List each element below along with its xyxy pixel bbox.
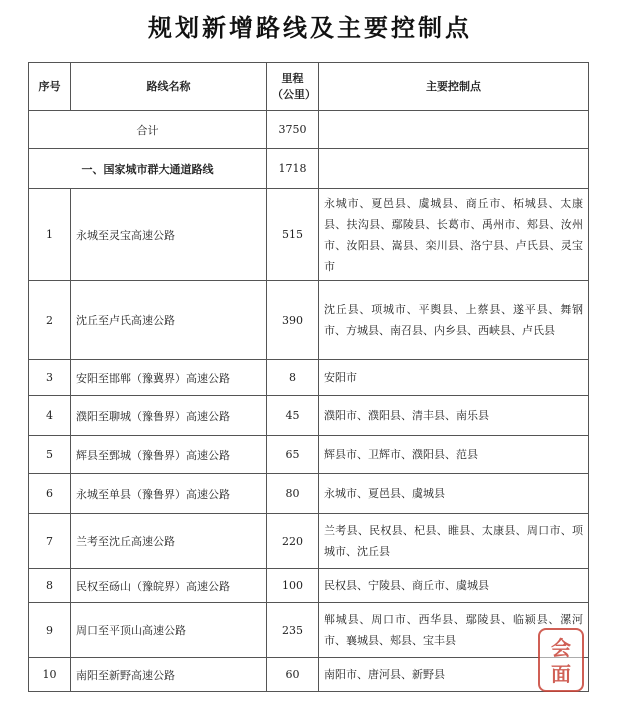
row-length: 100 xyxy=(267,569,319,603)
table-row xyxy=(29,396,589,436)
row-name: 辉县至鄄城（豫鲁界）高速公路 xyxy=(71,436,267,474)
table-row xyxy=(29,474,589,514)
row-control: 濮阳市、濮阳县、清丰县、南乐县 xyxy=(319,396,589,436)
page-title: 规划新增路线及主要控制点 xyxy=(148,13,472,42)
row-control: 民权县、宁陵县、商丘市、虞城县 xyxy=(319,569,589,603)
row-length: 515 xyxy=(267,189,319,281)
header-no: 序号 xyxy=(29,63,71,111)
row-length: 80 xyxy=(267,474,319,514)
row-no: 9 xyxy=(29,603,71,658)
row-control: 兰考县、民权县、杞县、睢县、太康县、周口市、项城市、沈丘县 xyxy=(319,514,589,569)
row-control: 辉县市、卫辉市、濮阳县、范县 xyxy=(319,436,589,474)
row-no: 6 xyxy=(29,474,71,514)
table-row xyxy=(29,514,589,569)
row-no: 3 xyxy=(29,360,71,396)
row-control: 郸城县、周口市、西华县、鄢陵县、临颍县、漯河市、襄城县、郏县、宝丰县 xyxy=(319,603,589,658)
row-length: 45 xyxy=(267,396,319,436)
row-length: 8 xyxy=(267,360,319,396)
row-no: 2 xyxy=(29,281,71,360)
row-control: 安阳市 xyxy=(319,360,589,396)
row-no: 8 xyxy=(29,569,71,603)
row-no: 5 xyxy=(29,436,71,474)
row-name: 南阳至新野高速公路 xyxy=(71,658,267,692)
section-control xyxy=(319,149,589,189)
row-length: 220 xyxy=(267,514,319,569)
watermark-char-bottom: 面 xyxy=(551,662,571,686)
table-row xyxy=(29,360,589,396)
row-name: 兰考至沈丘高速公路 xyxy=(71,514,267,569)
total-label: 合计 xyxy=(29,111,267,149)
row-name: 沈丘至卢氏高速公路 xyxy=(71,281,267,360)
row-name: 永城至灵宝高速公路 xyxy=(71,189,267,281)
total-row xyxy=(29,111,589,149)
row-length: 390 xyxy=(267,281,319,360)
section-row xyxy=(29,149,589,189)
watermark-stamp xyxy=(538,628,584,692)
header-name: 路线名称 xyxy=(71,63,267,111)
route-table xyxy=(28,62,589,692)
section-length: 1718 xyxy=(267,149,319,189)
table-row xyxy=(29,189,589,281)
table-row xyxy=(29,569,589,603)
table-row xyxy=(29,658,589,692)
row-control: 永城市、夏邑县、虞城县 xyxy=(319,474,589,514)
row-no: 4 xyxy=(29,396,71,436)
row-no: 10 xyxy=(29,658,71,692)
row-name: 濮阳至聊城（豫鲁界）高速公路 xyxy=(71,396,267,436)
header-row xyxy=(29,63,589,111)
row-length: 65 xyxy=(267,436,319,474)
row-no: 1 xyxy=(29,189,71,281)
row-control: 沈丘县、项城市、平舆县、上蔡县、遂平县、舞钢市、方城县、南召县、内乡县、西峡县、卢氏县 xyxy=(319,281,589,360)
row-control: 永城市、夏邑县、虞城县、商丘市、柘城县、太康县、扶沟县、鄢陵县、长葛市、禹州市、郏县、汝州市、汝阳县、嵩县、栾川县、洛宁县、卢氏县、灵宝市 xyxy=(319,189,589,281)
row-name: 周口至平顶山高速公路 xyxy=(71,603,267,658)
row-length: 235 xyxy=(267,603,319,658)
table-row xyxy=(29,281,589,360)
total-control xyxy=(319,111,589,149)
row-name: 安阳至邯郸（豫冀界）高速公路 xyxy=(71,360,267,396)
row-name: 永城至单县（豫鲁界）高速公路 xyxy=(71,474,267,514)
table-row xyxy=(29,603,589,658)
table-row xyxy=(29,436,589,474)
row-control: 南阳市、唐河县、新野县 xyxy=(319,658,589,692)
watermark-char-top: 会 xyxy=(551,636,571,660)
header-length xyxy=(267,63,319,111)
row-name: 民权至砀山（豫皖界）高速公路 xyxy=(71,569,267,603)
header-length-line1: 里程 xyxy=(281,71,304,85)
section-label: 一、国家城市群大通道路线 xyxy=(29,149,267,189)
row-length: 60 xyxy=(267,658,319,692)
header-length-line2: （公里） xyxy=(272,87,316,101)
row-no: 7 xyxy=(29,514,71,569)
header-control: 主要控制点 xyxy=(319,63,589,111)
total-length: 3750 xyxy=(267,111,319,149)
